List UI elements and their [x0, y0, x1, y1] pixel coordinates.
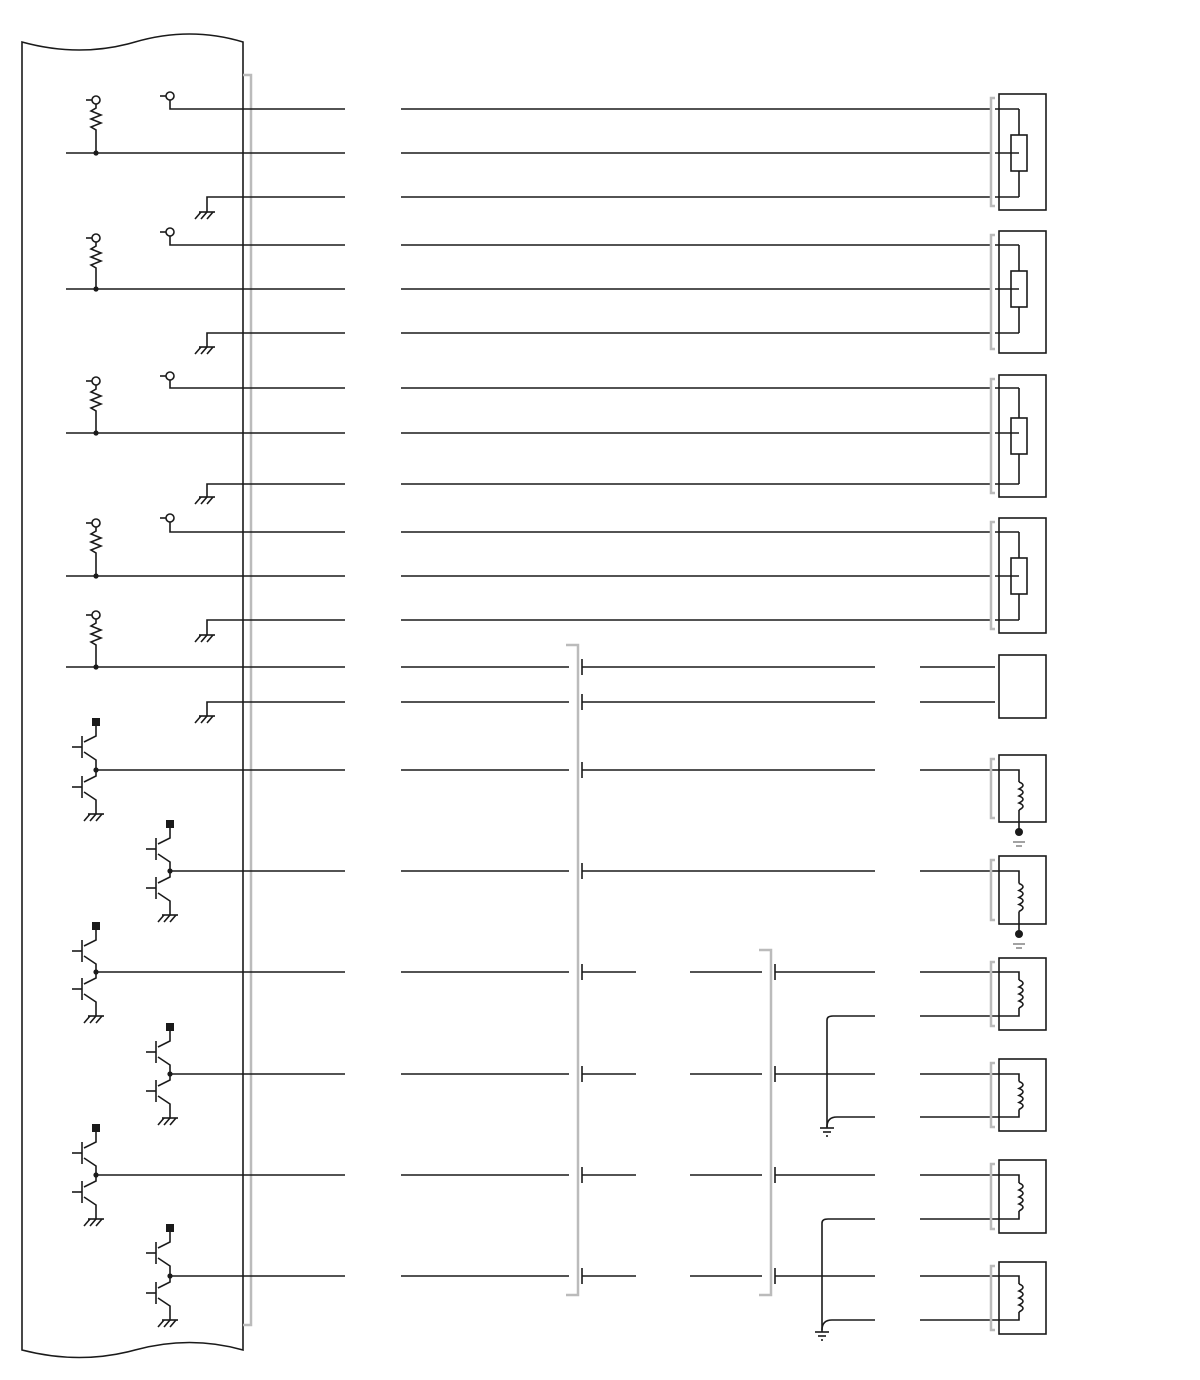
ground-symbol [170, 915, 176, 922]
return-wire [827, 1016, 875, 1128]
ground-symbol [195, 212, 201, 219]
case-ground-dot [1015, 930, 1023, 938]
fluid-temp-sensor-body [999, 655, 1046, 718]
pullup-resistor [91, 385, 101, 433]
ground-symbol [96, 1219, 102, 1226]
internal-wire [207, 484, 248, 497]
solenoid-coil [1019, 980, 1023, 1008]
transistor-high-side [84, 726, 96, 742]
return-wire [827, 1117, 875, 1127]
solenoid-body [999, 958, 1046, 1030]
supply-terminal [166, 1023, 174, 1031]
supply-terminal [166, 1224, 174, 1232]
ground-symbol [195, 347, 201, 354]
tcm-connector-edge [243, 75, 251, 1325]
ground-symbol [201, 635, 207, 642]
transistor-low-side [84, 792, 96, 814]
ground-symbol [84, 1016, 90, 1023]
ground-symbol [207, 497, 213, 504]
ground-symbol [207, 212, 213, 219]
ground-symbol [201, 212, 207, 219]
sensor-connector [991, 235, 995, 349]
pullup-terminal [92, 611, 100, 619]
ground-symbol [158, 1118, 164, 1125]
pullup-terminal [92, 96, 100, 104]
ground-symbol [90, 1219, 96, 1226]
ground-symbol [170, 1118, 176, 1125]
transistor-low-side [158, 1298, 170, 1320]
transistor-high-side [158, 1031, 170, 1047]
internal-wire [170, 522, 248, 532]
ground-symbol [195, 497, 201, 504]
internal-wire [207, 702, 248, 716]
ground-symbol [164, 915, 170, 922]
ground-symbol [207, 716, 213, 723]
transistor-high-side [84, 1158, 96, 1175]
internal-wire [207, 620, 248, 635]
pullup-resistor [91, 619, 101, 667]
internal-wire [207, 333, 248, 347]
sensor-body [999, 375, 1046, 497]
internal-wire [207, 197, 248, 212]
ground-symbol [164, 1118, 170, 1125]
transistor-high-side [158, 1258, 170, 1276]
ground-symbol [201, 716, 207, 723]
supply-terminal [92, 922, 100, 930]
ground-symbol [207, 635, 213, 642]
solenoid-coil [1019, 1082, 1023, 1110]
solenoid-body [999, 1059, 1046, 1131]
supply-terminal [92, 1124, 100, 1132]
ground-symbol [158, 1320, 164, 1327]
pullup-resistor [91, 242, 101, 289]
sensor-body [999, 231, 1046, 353]
transistor-high-side [158, 828, 170, 844]
voltage-source [166, 372, 174, 380]
ground-symbol [84, 1219, 90, 1226]
transistor-high-side [84, 752, 96, 770]
sensor-connector [991, 522, 995, 629]
voltage-source [166, 514, 174, 522]
return-wire [822, 1320, 875, 1330]
ground-symbol [195, 635, 201, 642]
sensor-body [999, 94, 1046, 210]
transistor-high-side [84, 930, 96, 946]
ground-symbol [207, 347, 213, 354]
tcm-body [22, 34, 243, 1358]
pullup-resistor [91, 527, 101, 576]
solenoid-coil [1019, 1284, 1023, 1312]
sensor-connector [991, 379, 995, 493]
ground-symbol [201, 347, 207, 354]
case-ground-dot [1015, 828, 1023, 836]
ground-symbol [90, 814, 96, 821]
ground-symbol [201, 497, 207, 504]
transistor-low-side [84, 1197, 96, 1219]
ground-symbol [96, 814, 102, 821]
transistor-high-side [84, 956, 96, 972]
solenoid-coil [1019, 1183, 1023, 1211]
sensor-connector [991, 98, 995, 206]
sensor-element [1011, 418, 1027, 454]
pullup-terminal [92, 234, 100, 242]
transistor-low-side [84, 994, 96, 1016]
solenoid-connector [991, 860, 995, 920]
pullup-terminal [92, 519, 100, 527]
internal-wire [170, 100, 248, 109]
solenoid-coil [1019, 782, 1023, 810]
pullup-resistor [91, 104, 101, 153]
ground-symbol [170, 1320, 176, 1327]
solenoid-body [999, 1160, 1046, 1233]
solenoid-body [999, 755, 1046, 822]
transistor-low-side [158, 1096, 170, 1118]
solenoid-connector [991, 759, 995, 818]
ground-symbol [90, 1016, 96, 1023]
ground-symbol [158, 915, 164, 922]
junction-connector-1 [566, 645, 578, 1295]
ground-symbol [96, 1016, 102, 1023]
transistor-high-side [158, 854, 170, 871]
internal-wire [170, 236, 248, 245]
voltage-source [166, 228, 174, 236]
supply-terminal [92, 718, 100, 726]
supply-terminal [166, 820, 174, 828]
ground-symbol [84, 814, 90, 821]
solenoid-body [999, 856, 1046, 924]
solenoid-coil [1019, 884, 1023, 912]
ground-symbol [164, 1320, 170, 1327]
junction-connector-2 [759, 950, 771, 1295]
voltage-source [166, 92, 174, 100]
transistor-high-side [158, 1232, 170, 1248]
ground-symbol [195, 716, 201, 723]
transistor-high-side [84, 1132, 96, 1148]
transistor-low-side [158, 893, 170, 915]
transistor-high-side [158, 1057, 170, 1074]
pullup-terminal [92, 377, 100, 385]
solenoid-body [999, 1262, 1046, 1334]
internal-wire [170, 380, 248, 388]
